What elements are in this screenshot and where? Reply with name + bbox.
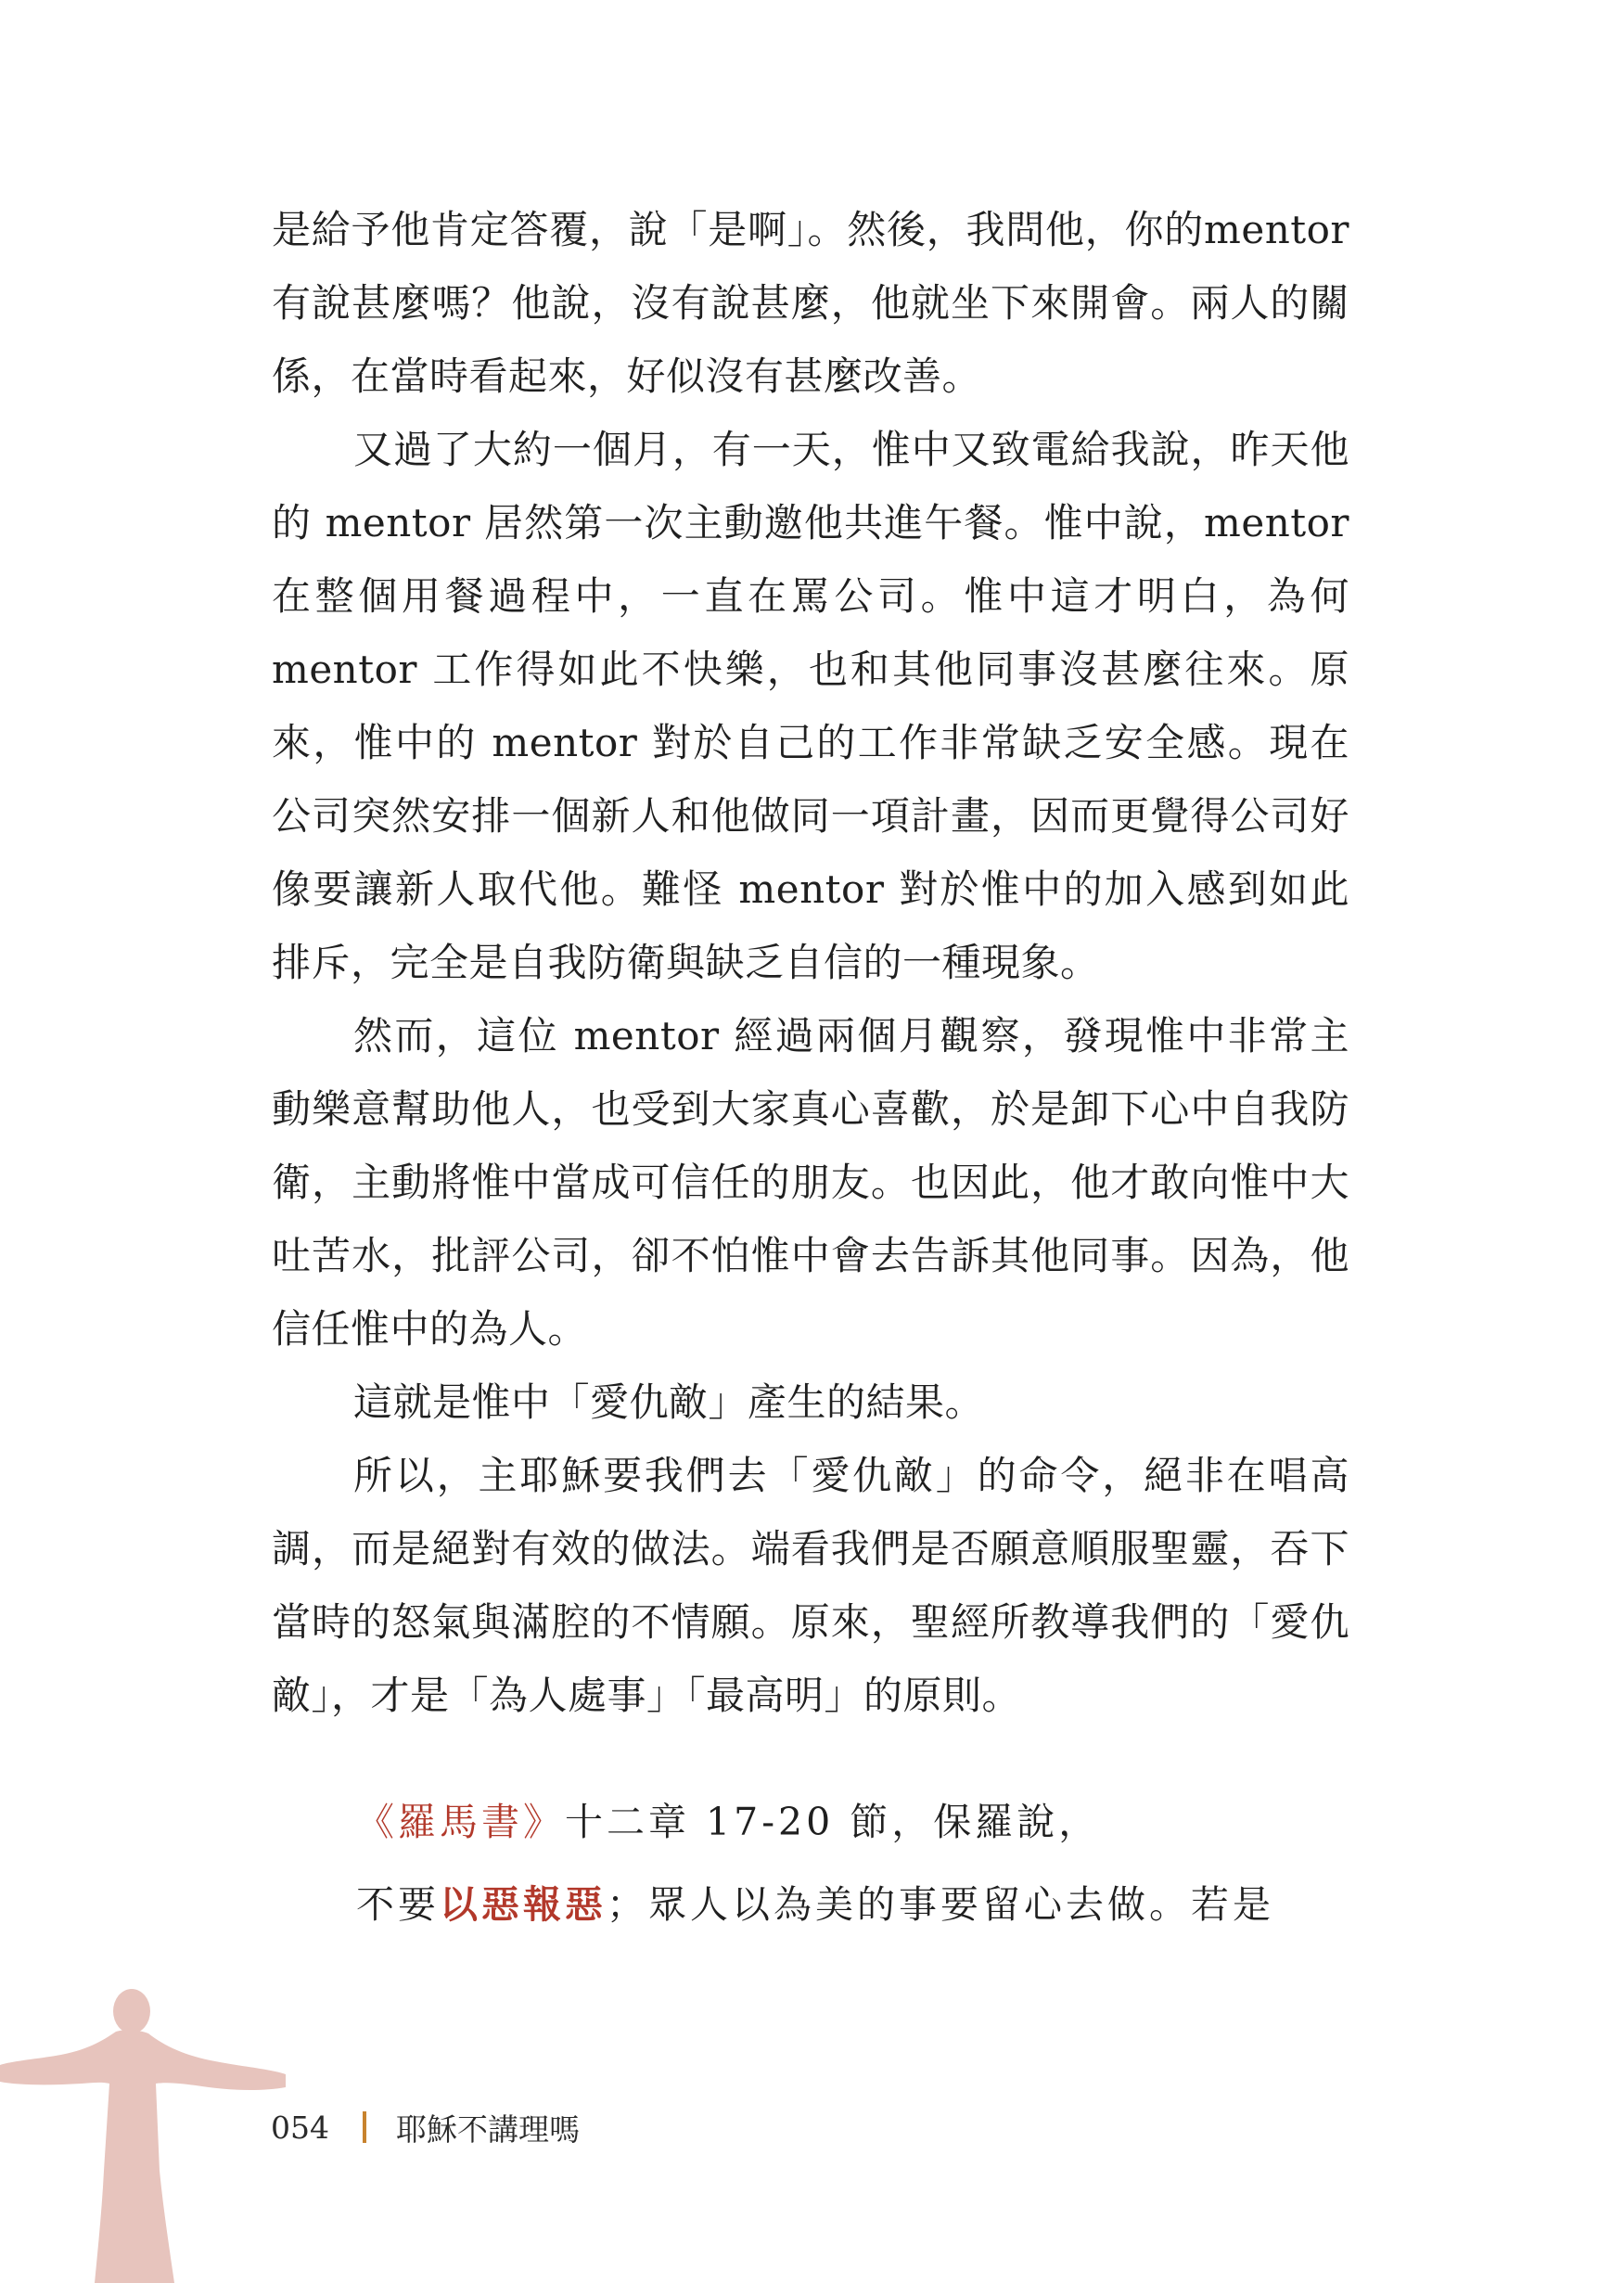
footer-separator bbox=[363, 2111, 366, 2143]
paragraph-5: 所以，主耶穌要我們去「愛仇敵」的命令，絕非在唱高調，而是絕對有效的做法。端看我們是否願意順服聖靈，吞下當時的怒氣與滿腔的不情願。原來，聖經所教導我們的「愛仇敵」，才是「為人處事」「最高明」的原則。 bbox=[272, 1453, 1349, 1718]
paragraph-2: 又過了大約一個月，有一天，惟中又致電給我說，昨天他的 mentor 居然第一次主動邀他共進午餐。惟中說，mentor 在整個用餐過程中，一直在罵公司。惟中這才明白，為何 mentor 工作得如此不快樂，也和其他同事沒甚麼往來。原來，惟中的 mentor 對於自己的工作非常缺乏安全感。現在公司突然安排一個新人和他做同一項計畫，因而更覺得公司好像要讓新人取代他。難怪 mentor 對於惟中的加入感到如此排斥，完全是自我防衛與缺乏自信的一種現象。 bbox=[272, 427, 1349, 985]
quote-emphasis: 以惡報惡 bbox=[440, 1882, 607, 1927]
quote-line-2 bbox=[356, 1864, 1284, 1946]
paragraph-1: 是給予他肯定答覆，說「是啊」。然後，我問他，你的mentor 有說甚麼嗎？他說，沒有說甚麼，他就坐下來開會。兩人的關係，在當時看起來，好似沒有甚麼改善。 bbox=[272, 207, 1349, 399]
christ-statue-silhouette-icon bbox=[0, 1985, 288, 2283]
quote-book-name: 《羅馬書》 bbox=[356, 1800, 565, 1844]
book-title: 耶穌不講理嗎 bbox=[396, 2110, 580, 2148]
quote-text-pre: 不要 bbox=[356, 1882, 440, 1927]
quote-reference: 十二章 17-20 節，保羅說， bbox=[565, 1800, 1101, 1844]
quote-line-1 bbox=[356, 1781, 1284, 1864]
paragraph-3: 然而，這位 mentor 經過兩個月觀察，發現惟中非常主動樂意幫助他人，也受到大家真心喜歡，於是卸下心中自我防衛，主動將惟中當成可信任的朋友。也因此，他才敢向惟中大吐苦水，批評公司，卻不怕惟中會去告訴其他同事。因為，他信任惟中的為人。 bbox=[272, 1013, 1349, 1352]
page-number: 054 bbox=[271, 2109, 329, 2146]
paragraph-4: 這就是惟中「愛仇敵」產生的結果。 bbox=[353, 1379, 985, 1425]
page-footer bbox=[271, 2099, 580, 2155]
scripture-quote bbox=[356, 1781, 1284, 1946]
body-text bbox=[272, 193, 1349, 1732]
quote-text-rest: ；眾人以為美的事要留心去做。若是 bbox=[607, 1882, 1274, 1927]
